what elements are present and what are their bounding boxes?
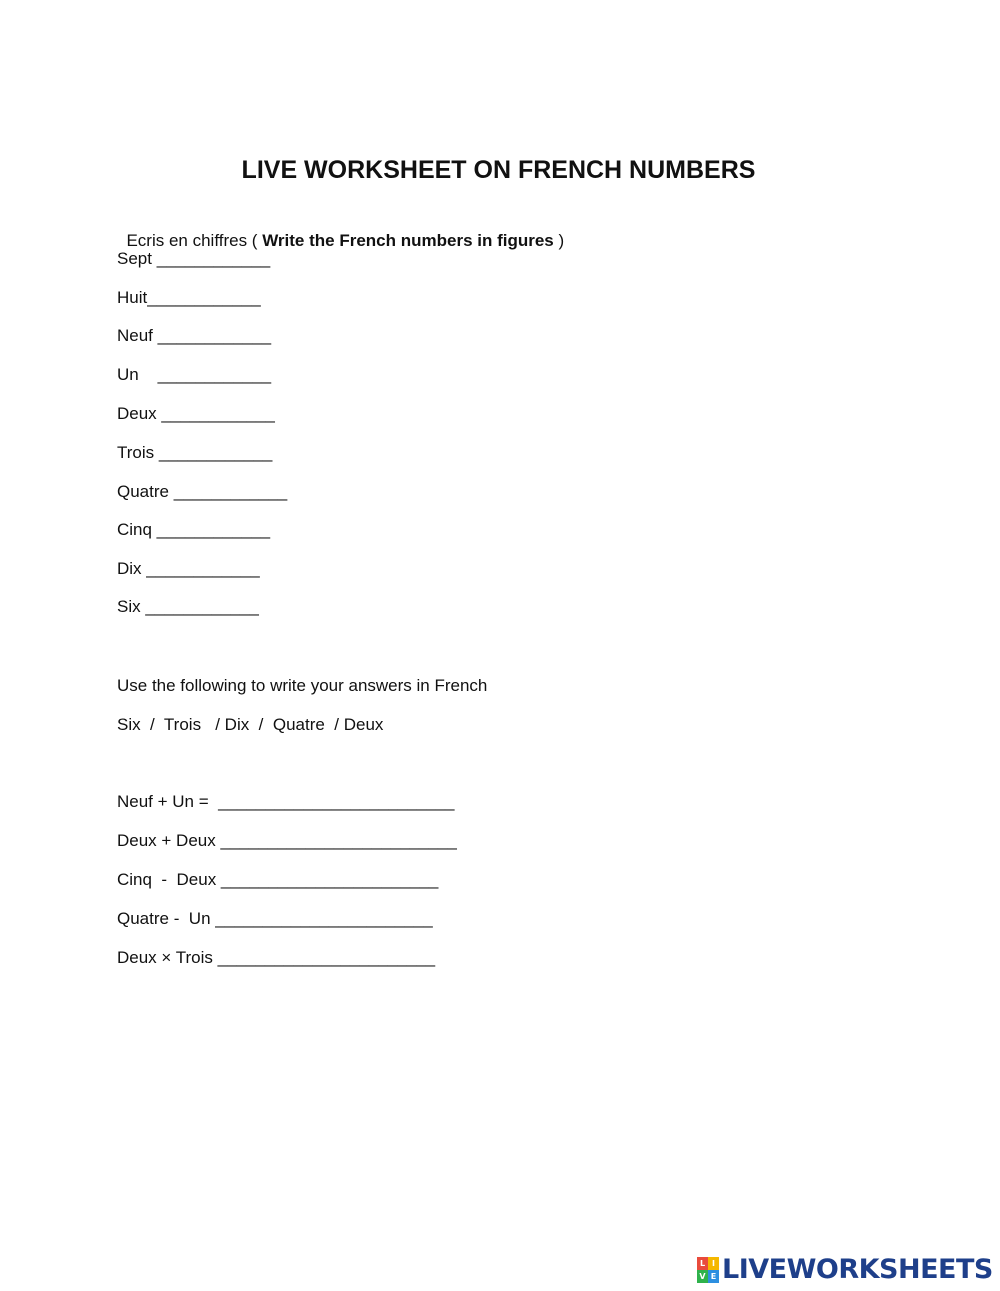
logo-block-v: V xyxy=(697,1270,708,1283)
math-question-3[interactable]: Cinq - Deux _______________________ xyxy=(117,870,439,889)
math-question-2[interactable]: Deux + Deux _________________________ xyxy=(117,831,457,850)
instruction-prefix: Ecris en chiffres ( xyxy=(126,231,263,250)
math-question-4[interactable]: Quatre - Un _______________________ xyxy=(117,909,433,928)
question-quatre[interactable]: Quatre ____________ xyxy=(117,482,288,501)
logo-text: LIVEWORKSHEETS xyxy=(722,1254,993,1285)
section2-instruction: Use the following to write your answers in French xyxy=(117,676,488,695)
question-deux[interactable]: Deux ____________ xyxy=(117,404,275,423)
question-cinq[interactable]: Cinq ____________ xyxy=(117,520,271,539)
logo-block-e: E xyxy=(708,1270,719,1283)
question-sept[interactable]: Sept ____________ xyxy=(117,249,271,268)
question-trois[interactable]: Trois ____________ xyxy=(117,443,273,462)
logo-blocks-icon xyxy=(697,1257,719,1283)
question-dix[interactable]: Dix ____________ xyxy=(117,559,260,578)
word-bank: Six / Trois / Dix / Quatre / Deux xyxy=(117,715,384,734)
math-question-5[interactable]: Deux × Trois _______________________ xyxy=(117,948,436,967)
logo-block-l: L xyxy=(697,1257,708,1270)
instruction-bold: Write the French numbers in figures xyxy=(262,231,554,250)
question-six[interactable]: Six ____________ xyxy=(117,597,259,616)
liveworksheets-logo xyxy=(697,1255,993,1285)
page-title: LIVE WORKSHEET ON FRENCH NUMBERS xyxy=(241,156,756,184)
question-un[interactable]: Un ____________ xyxy=(117,365,272,384)
instruction-line xyxy=(117,208,564,252)
question-huit[interactable]: Huit____________ xyxy=(117,288,261,307)
question-neuf[interactable]: Neuf ____________ xyxy=(117,326,272,345)
instruction-suffix: ) xyxy=(553,231,565,250)
math-question-1[interactable]: Neuf + Un = _________________________ xyxy=(117,792,455,811)
logo-block-i: I xyxy=(708,1257,719,1270)
